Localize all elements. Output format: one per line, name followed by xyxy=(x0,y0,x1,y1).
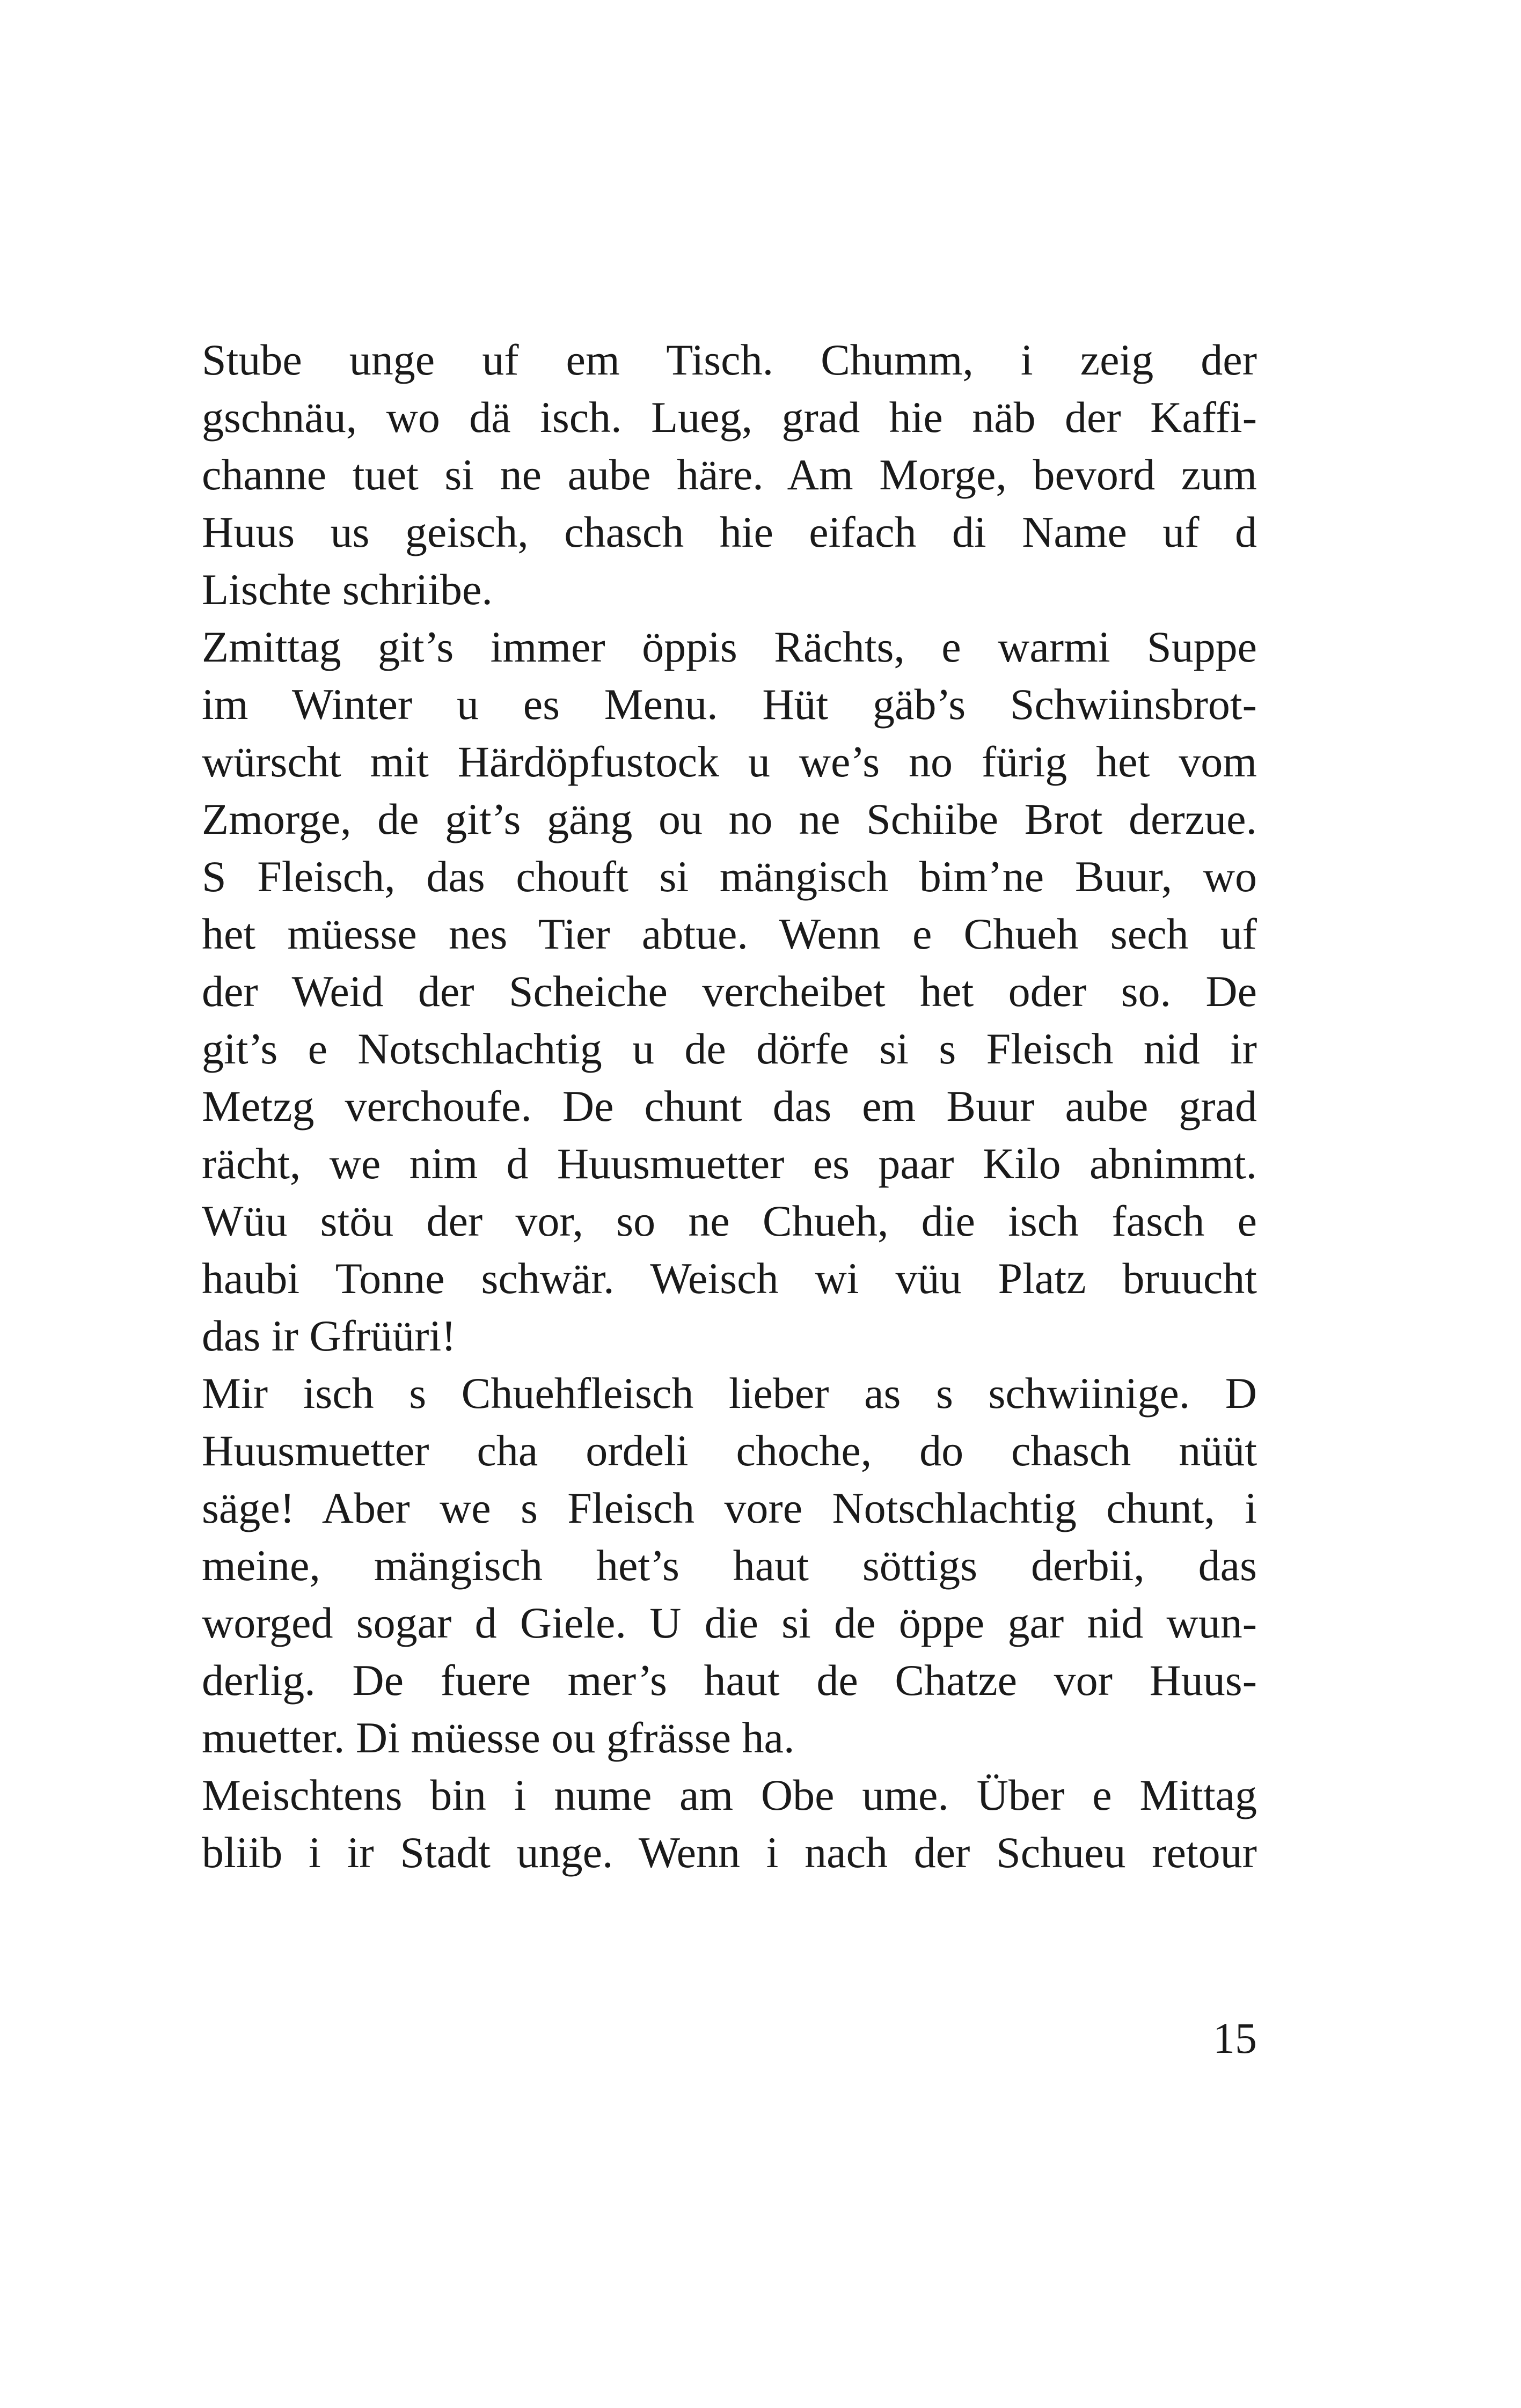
text-line: meine, mängisch het’s haut söttigs derbii, das xyxy=(202,1541,1257,1590)
text-line: gschnäu, wo dä isch. Lueg, grad hie näb der Kaffi- xyxy=(202,393,1257,442)
text-line: het müesse nes Tier abtue. Wenn e Chueh sech uf xyxy=(202,909,1257,958)
text-line: channe tuet si ne aube häre. Am Morge, bevord zum xyxy=(202,450,1257,499)
body-text xyxy=(202,331,1257,1881)
text-line: Wüu stöu der vor, so ne Chueh, die isch fasch e xyxy=(202,1196,1257,1245)
text-line: haubi Tonne schwär. Weisch wi vüu Platz bruucht xyxy=(202,1254,1257,1303)
text-line: Huusmuetter cha ordeli choche, do chasch nüüt xyxy=(202,1426,1257,1475)
page-number: 15 xyxy=(1213,2014,1257,2062)
text-line: im Winter u es Menu. Hüt gäb’s Schwiinsbrot- xyxy=(202,680,1257,729)
text-line: Mir isch s Chuehfleisch lieber as s schwiinige. D xyxy=(202,1369,1257,1418)
text-line: muetter. Di müesse ou gfrässe ha. xyxy=(202,1713,795,1762)
text-line: das ir Gfrüüri! xyxy=(202,1311,456,1360)
text-line: Zmittag git’s immer öppis Rächts, e warmi Suppe xyxy=(202,622,1257,671)
text-line: bliib i ir Stadt unge. Wenn i nach der Schueu retour xyxy=(202,1828,1257,1877)
text-line: Lischte schriibe. xyxy=(202,565,493,614)
text-line: Zmorge, de git’s gäng ou no ne Schiibe Brot derzue. xyxy=(202,795,1257,843)
text-line: S Fleisch, das chouft si mängisch bim’ne Buur, wo xyxy=(202,852,1257,901)
text-line: würscht mit Härdöpfustock u we’s no fürig het vom xyxy=(202,737,1257,786)
text-line: rächt, we nim d Huusmuetter es paar Kilo abnimmt. xyxy=(202,1139,1257,1188)
text-line: Metzg verchoufe. De chunt das em Buur aube grad xyxy=(202,1082,1257,1130)
text-line: git’s e Notschlachtig u de dörfe si s Fleisch nid ir xyxy=(202,1024,1257,1073)
text-line: derlig. De fuere mer’s haut de Chatze vor Huus- xyxy=(202,1656,1257,1705)
text-line: Huus us geisch, chasch hie eifach di Name uf d xyxy=(202,508,1257,556)
text-line: der Weid der Scheiche vercheibet het oder so. De xyxy=(202,967,1257,1016)
text-line: Stube unge uf em Tisch. Chumm, i zeig der xyxy=(202,335,1257,384)
text-line: Meischtens bin i nume am Obe ume. Über e Mittag xyxy=(202,1771,1257,1819)
text-line: worged sogar d Giele. U die si de öppe gar nid wun- xyxy=(202,1598,1257,1647)
text-line: säge! Aber we s Fleisch vore Notschlachtig chunt, i xyxy=(202,1484,1257,1532)
